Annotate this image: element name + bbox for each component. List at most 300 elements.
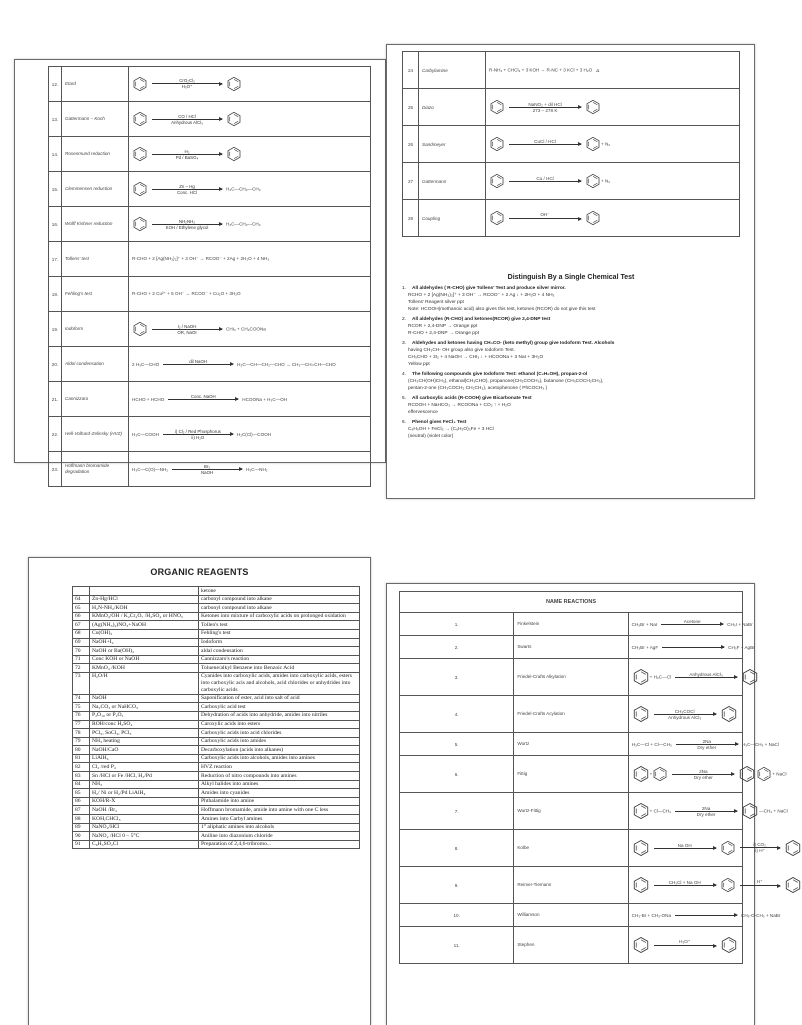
reaction-scheme [486,52,740,89]
reactant-benzene-icon [132,146,148,162]
second-step-reagent-bottom: ii) H⁺ [754,848,765,853]
reagent-name: KMnO₄/OH / K₂Cr₂O₇ /H₂SO₄ or HNO₃ [90,612,199,621]
reagent-number: 78 [73,729,90,738]
reaction-reagent-top: Na OH [677,842,692,848]
reaction-arrow-line [168,399,238,400]
row-number: 8. [400,830,514,867]
reagent-number: 74 [73,694,90,703]
table-row [73,832,360,841]
table-row [73,655,360,664]
reaction-scheme [628,636,755,659]
test-line: RCHO + 2 [Ag(NH₃)₂]⁺ + 3 OH⁻ → RCOO⁻ + 2 Ag ↓ + 2H₂O + 4 NH₃ [408,293,555,298]
reaction-name: Williamson [514,904,628,927]
reaction-reagent-bottom: Pd / BaSO₄ [175,154,199,160]
reaction-arrow-line [152,189,222,190]
reagent-number: 81 [73,754,90,763]
reaction-name: Diazo [419,89,486,126]
reaction-reagent-bottom: H₃O⁺ [181,84,193,89]
reaction-arrow-line [509,144,581,145]
reaction-arrow-line [654,945,716,946]
reactant-benzene-icon [132,76,148,92]
product2-benzene-icon [756,766,772,782]
test-line: effervescence [408,410,438,415]
reagent-number: 67 [73,621,90,630]
test-line: All aldehydes (R-CHO) and ketones(RCOR) give 2,4-DNP test [412,317,551,322]
test-item [402,340,740,368]
reaction-name: Aldol condensation [62,347,129,382]
reaction-arrow [163,429,233,440]
reaction-arrow-head-icon [731,772,735,776]
reaction-reagent-bottom: Dry ether [696,811,716,817]
reaction-scheme [486,89,740,126]
product-benzene-icon [720,705,738,723]
reagent-name: Conc KOH or NaOH [90,655,199,664]
reaction-arrow-head-icon [219,82,223,86]
product-benzene-icon [585,136,601,152]
reaction-arrow-line [509,218,581,219]
test-line: RCOOH + NaHCO₃ → RCOONa + CO₂ ↑ + H₂O [408,403,511,408]
reactant-formula: H₃C—COOH [132,431,159,437]
second-step-arrow-head-icon [777,846,781,850]
reaction-reagent-top: H₃O⁺ [679,939,691,944]
test-item [402,316,740,337]
reagent-name: NaNO₂ /HCl 0 – 5°C [90,832,199,841]
table-row [73,604,360,613]
named-reactions-sheet-2 [386,44,755,499]
reaction-arrow-line [661,624,723,625]
reactant-formula: 2 H₃C—CHO [132,361,160,367]
row-number: 7. [400,793,514,830]
reaction-name: Wurtz-Fittig [514,793,628,830]
table-row [73,840,360,849]
reaction-arrow-head-icon [219,187,223,191]
reagent-use: Cyanides into carboxylic acids, amides into carboxylic acids, esters into carboxylic acis and alcohols, acid chlorides or anhydrides into carboxylic acids [199,672,360,694]
reagent-name: Zn-Hg/HCl [90,595,199,604]
reaction-scheme [628,613,753,636]
reaction-arrow-line [152,119,222,120]
reaction-arrow-head-icon [578,142,582,146]
reaction-reagent-top: Anhydrous AlCl₃ [689,671,723,677]
second-step-arrow [740,842,780,854]
product-benzene-icon [585,210,601,226]
test-item [402,419,740,440]
reagent-number: 86 [73,797,90,806]
reagent-number: 64 [73,595,90,604]
reaction-scheme [628,696,742,733]
reaction-reagent-bottom: Dry ether [697,744,717,750]
reaction-arrow [654,709,716,720]
reagent-use: Ketones into mixture of carboxylic acids on prolonged oxidation [199,612,360,621]
reaction-equation: R-CHO + 2 [Ag(NH₃)₂]⁺ + 3 OH⁻ → RCOO⁻ + 2Ag + 2H₂O + 4 NH₃ [132,256,270,261]
table-row [73,629,360,638]
reaction-condition: Δ [596,67,600,73]
row-number: 11. [400,927,514,964]
reactant-benzene-icon [132,181,148,197]
reagent-use: 1° aliphatic amines into alcohols [199,823,360,832]
table-row [73,780,360,789]
row-number: 5. [400,733,514,756]
reaction-arrow-head-icon [713,846,717,850]
row-number: 3. [400,659,514,696]
row-number: 25 [403,89,419,126]
table-row [73,823,360,832]
reaction-reagent-bottom: Anhydrous AlCl₃ [171,119,203,125]
test-item [402,371,740,392]
reagent-use: Carboxylic acid test [199,703,360,712]
product-benzene-icon [226,76,242,92]
test-number: 5. [402,396,407,401]
reaction-arrow-head-icon [721,645,725,649]
reagent-name: KMnO₄ /KOH [90,664,199,673]
reagent-use: Aniline into diazonium chloride [199,832,360,841]
reaction-scheme [129,382,371,417]
reaction-scheme [628,733,779,756]
reaction-arrow-head-icon [219,327,223,331]
reaction-arrow [152,219,222,230]
reaction-reagent-top: Cu / HCl [536,175,554,181]
reaction-arrow [152,149,222,160]
reagent-name: NaOH or Ba(OH)₂ [90,647,199,656]
reagent-name: P₂O₁₀ or P₂O₅ [90,711,199,720]
product-formula: H₃C—CH₂—CH₃ [226,221,261,227]
reaction-arrow-line [675,915,737,916]
reaction-arrow [654,939,716,951]
reactant-benzene-icon [489,99,505,115]
reaction-name: Clemmensen reduction [62,172,129,207]
reaction-reagent-top: CH₃COCl [674,708,695,714]
reaction-arrow [675,672,737,683]
reaction-arrow [675,910,737,921]
second-step-arrow [740,879,780,891]
byproduct-formula: + N₂ [601,141,611,147]
reagent-number: 76 [73,711,90,720]
reagent-use: carbonyl compound into alkane [199,604,360,613]
reaction-name: Swarts [514,636,628,659]
reaction-name: Wolff Kishner reduction [62,207,129,242]
reaction-scheme [129,172,371,207]
row-number: 14. [49,137,62,172]
table-row [400,867,743,904]
row-number: 4. [400,696,514,733]
reaction-arrow-head-icon [735,742,739,746]
reactant-formula: HCHO + HCHO [132,396,165,402]
test-line: All carboxylic acids (R-COOH) give Bicarbonate Test [412,396,532,401]
reaction-reagent-top: CuCl / HCl [534,138,556,144]
reaction-name: Stephen [514,927,628,964]
reaction-name: Hell-Volhard-Zelinsky (HVZ) [62,417,129,452]
reaction-scheme [628,867,763,904]
table-row [49,312,371,347]
reagent-number: 73 [73,672,90,694]
reaction-scheme [486,163,740,200]
reagent-use: Preparation of 2,4,6-tribromo... [199,840,360,849]
reaction-arrow-line [662,647,724,648]
reactant-formula: CH₃-Br + CH₃-ONa [631,912,672,918]
product-formula: H₂C(Cl)—COOH [236,431,272,437]
reaction-name: Hoffmann bromamide degradation [62,452,129,487]
reagent-number: 84 [73,780,90,789]
reaction-arrow-head-icon [720,622,724,626]
reaction-arrow-head-icon [713,712,717,716]
intermediate-benzene-icon [720,840,736,856]
product-formula: + NaCl [772,771,787,777]
row-number: 23. [49,452,62,487]
tests-heading: Distinguish By a Single Chemical Test [507,274,635,281]
table-row [403,89,740,126]
product-benzene-icon [741,668,759,686]
reaction-arrow [509,176,581,187]
reaction-scheme [129,137,371,172]
reagent-number: 75 [73,703,90,712]
reagent-use: Hoffmann bromamide, amide into amine with one C less [199,806,360,815]
table-row [400,756,743,793]
table-row [73,595,360,604]
reactant-benzene-icon [489,173,505,189]
reaction-scheme [129,102,371,137]
reagent-number: 88 [73,815,90,824]
reaction-name: Finkelstein [514,613,628,636]
reagent-use: aldal condensation [199,647,360,656]
reaction-arrow-head-icon [713,883,717,887]
reagent-name: NaOH/CaO [90,746,199,755]
reaction-arrow [172,464,242,475]
reaction-scheme [486,126,740,163]
named-reactions-sheet-1 [14,59,386,475]
reagent-use: Tollen's test [199,621,360,630]
product-benzene-icon [585,173,601,189]
second-step-reagent-top: i) CO₂ [753,842,766,847]
reagent-number: 79 [73,737,90,746]
reaction-scheme [628,904,781,927]
reaction-arrow-line [152,329,222,330]
reactant-formula: + [649,771,653,777]
reaction-reagent-top: OH⁻ [540,212,550,217]
reagent-number: 71 [73,655,90,664]
test-line: R-CHO + 2,4-DNP → Orange ppt [408,331,479,336]
product-benzene-icon [784,876,802,894]
table-row [73,711,360,720]
reaction-arrow-head-icon [230,432,234,436]
reaction-scheme [129,207,371,242]
reaction-arrow-line [152,154,222,155]
reaction-name: Gattermann [419,163,486,200]
reactions-table-2 [402,51,740,237]
reaction-arrow-line [672,774,734,775]
table-row [49,102,371,137]
reagent-use: Carboxylic acids into alcohols, amides into amines [199,754,360,763]
table-row [400,636,743,659]
reaction-reagent-top: CH₃Cl + Na OH [668,879,701,885]
reaction-name: Iodoform [62,312,129,347]
row-number: 12. [49,67,62,102]
row-number: 15. [49,172,62,207]
table-row [73,703,360,712]
table-row [73,621,360,630]
reagent-name: Na₂CO₃ or NaHCO₃ [90,703,199,712]
reagent-use: ketone [199,587,360,596]
product-formula: H₃C—CH—CH₂—CHO → CH₃—CH=CH—CHO [237,361,336,367]
reaction-scheme [628,793,788,830]
byproduct-formula: + N₂ [601,178,611,184]
reagent-number: 72 [73,664,90,673]
row-number: 19. [49,312,62,347]
table-row [73,754,360,763]
table-row [73,789,360,798]
table-row [49,67,371,102]
reaction-scheme [129,347,371,382]
table-row [73,815,360,824]
reaction-reagent-top: H₂ [184,148,190,154]
reagent-number: 83 [73,772,90,781]
reaction-scheme [628,927,742,964]
product-formula: H₃C—CH₃ + NaCl [741,741,779,747]
reaction-arrow [509,102,581,113]
test-line: Aldehydes and ketones having CH₃CO- (keto methyl) group give Iodoform Test. Alcohols [412,341,615,346]
reaction-arrow-line [172,469,242,470]
reagent-use: Alkyl halides into amines [199,780,360,789]
reaction-arrow-line [509,107,581,108]
table-row [73,720,360,729]
reaction-reagent-bottom: 273 – 278 K [532,107,558,113]
table-row [73,664,360,673]
row-number: 10. [400,904,514,927]
reaction-name: Friedel-Crafts Alkylation [514,659,628,696]
row-number: 9. [400,867,514,904]
organic-reagents-sheet [28,557,371,1025]
reagent-name: KOH/R-X [90,797,199,806]
reaction-scheme [129,67,371,102]
reagent-number: 69 [73,638,90,647]
reactant-benzene-icon [132,321,148,337]
test-line: (neutral) (violet color) [408,434,454,439]
reagent-name: Sn /HCl or Fe /HCl, H₂/Pd [90,772,199,781]
product-formula: H₃C—NH₂ [246,466,268,472]
name-reactions-sheet [386,583,788,1025]
reagent-name: H₂O/H [90,672,199,694]
reagent-number: 65 [73,604,90,613]
reaction-name: Fittig [514,756,628,793]
reaction-reagent-top: 2Na [702,738,711,744]
reaction-arrow [152,78,222,90]
reagent-name [90,587,199,596]
product-benzene-icon [585,99,601,115]
product-formula: CHI₃ + CH₃COONa [226,326,266,332]
reagent-use: Carboxylic acids into acid chlorides [199,729,360,738]
product-benzene-icon [226,146,242,162]
reaction-arrow-line [654,885,716,886]
reaction-arrow [675,806,737,817]
reaction-reagent-bottom: ii) H₂O [191,434,205,440]
reaction-arrow-head-icon [578,179,582,183]
reaction-arrow-line [675,677,737,678]
reaction-scheme [129,312,371,347]
reaction-arrow [672,769,734,780]
reagent-number: 91 [73,840,90,849]
reaction-name: Etard [62,67,129,102]
reactant-benzene-icon [132,111,148,127]
reaction-arrow-line [654,848,716,849]
product-formula: CH₃I + NaBr [727,621,753,627]
reaction-reagent-top: 2Na [699,768,708,774]
reagent-name: Cu(OH)₂ [90,629,199,638]
row-number: 22. [49,417,62,452]
reaction-name: Rosenmund reduction [62,137,129,172]
reagent-name: Cl₂ /red P₄ [90,763,199,772]
reactant-benzene-icon [632,936,650,954]
second-step-arrow-line [740,885,780,886]
reaction-arrow [163,359,233,370]
test-item [402,285,740,313]
reaction-reagent-top: CO / HCl [178,113,196,119]
reagent-use: Phthalamide into amine [199,797,360,806]
product-benzene-icon [741,802,759,820]
test-line: Note: HCOOH(methanoic acid) also gives this test, ketones (RCOR) do not give this test [408,307,596,312]
reaction-arrow [654,843,716,854]
product-formula: —CH₃ + NaCl [759,808,788,814]
reaction-arrow-head-icon [734,913,738,917]
reaction-name: Fehling's test [62,277,129,312]
reaction-arrow-head-icon [734,675,738,679]
row-number: 17. [49,242,62,277]
reaction-arrow-line [654,714,716,715]
test-line: CH₃CHO + 3I₂ + 4 NaOH → CHI₃ ↓ + HCOONa + 3 NaI + 3H₂O [408,355,544,360]
reaction-equation: R-CHO + 2 Cu²⁺ + 5 OH⁻ → RCOO⁻ + Cu₂O + 3H₂O [132,291,241,296]
reagent-use: Fehling's test [199,629,360,638]
table-row [73,763,360,772]
reagent-name: NaOH+I₂ [90,638,199,647]
reaction-name: Friedel-Crafts Acylation [514,696,628,733]
table-row [73,672,360,694]
reactant-benzene-icon [132,216,148,232]
reagent-number: 68 [73,629,90,638]
test-number: 4. [402,372,407,377]
reagent-number [73,587,90,596]
reactant-formula: CH₃Br + NaI [631,621,658,627]
reagent-name: KOH,CHCl₃ [90,815,199,824]
test-line: Tollens' Reagent silver ppt [408,300,464,305]
table-row [73,737,360,746]
reaction-name: Tollens' test [62,242,129,277]
reagents-table [72,586,360,849]
reaction-reagent-bottom: Anhydrous AlCl₃ [668,714,702,720]
table-row [400,830,743,867]
reaction-arrow-head-icon [578,105,582,109]
reaction-name: Coupling [419,200,486,237]
reagent-use: Saponification of ester, acid into salt of acid [199,694,360,703]
reagent-use: Amides into cyanides [199,789,360,798]
reagent-number: 77 [73,720,90,729]
reaction-scheme [129,277,371,312]
reaction-arrow-line [509,181,581,182]
table-row [400,659,743,696]
table-row [49,452,371,487]
reaction-arrow-head-icon [239,467,243,471]
reaction-arrow-head-icon [219,117,223,121]
reagent-name: NaNO₂/HCl [90,823,199,832]
reagent-number: 89 [73,823,90,832]
reaction-arrow-line [163,364,233,365]
reagent-use: Iodoform [199,638,360,647]
table-row [400,927,743,964]
reaction-reagent-top: CrO₂Cl₂ [179,78,195,83]
reactant2-benzene-icon [649,766,668,782]
table-row [73,638,360,647]
reagent-number: 70 [73,647,90,656]
table-row [400,613,743,636]
reaction-scheme [129,452,371,487]
reagent-use: Carboxylic acids into amides [199,737,360,746]
reagent-number: 66 [73,612,90,621]
